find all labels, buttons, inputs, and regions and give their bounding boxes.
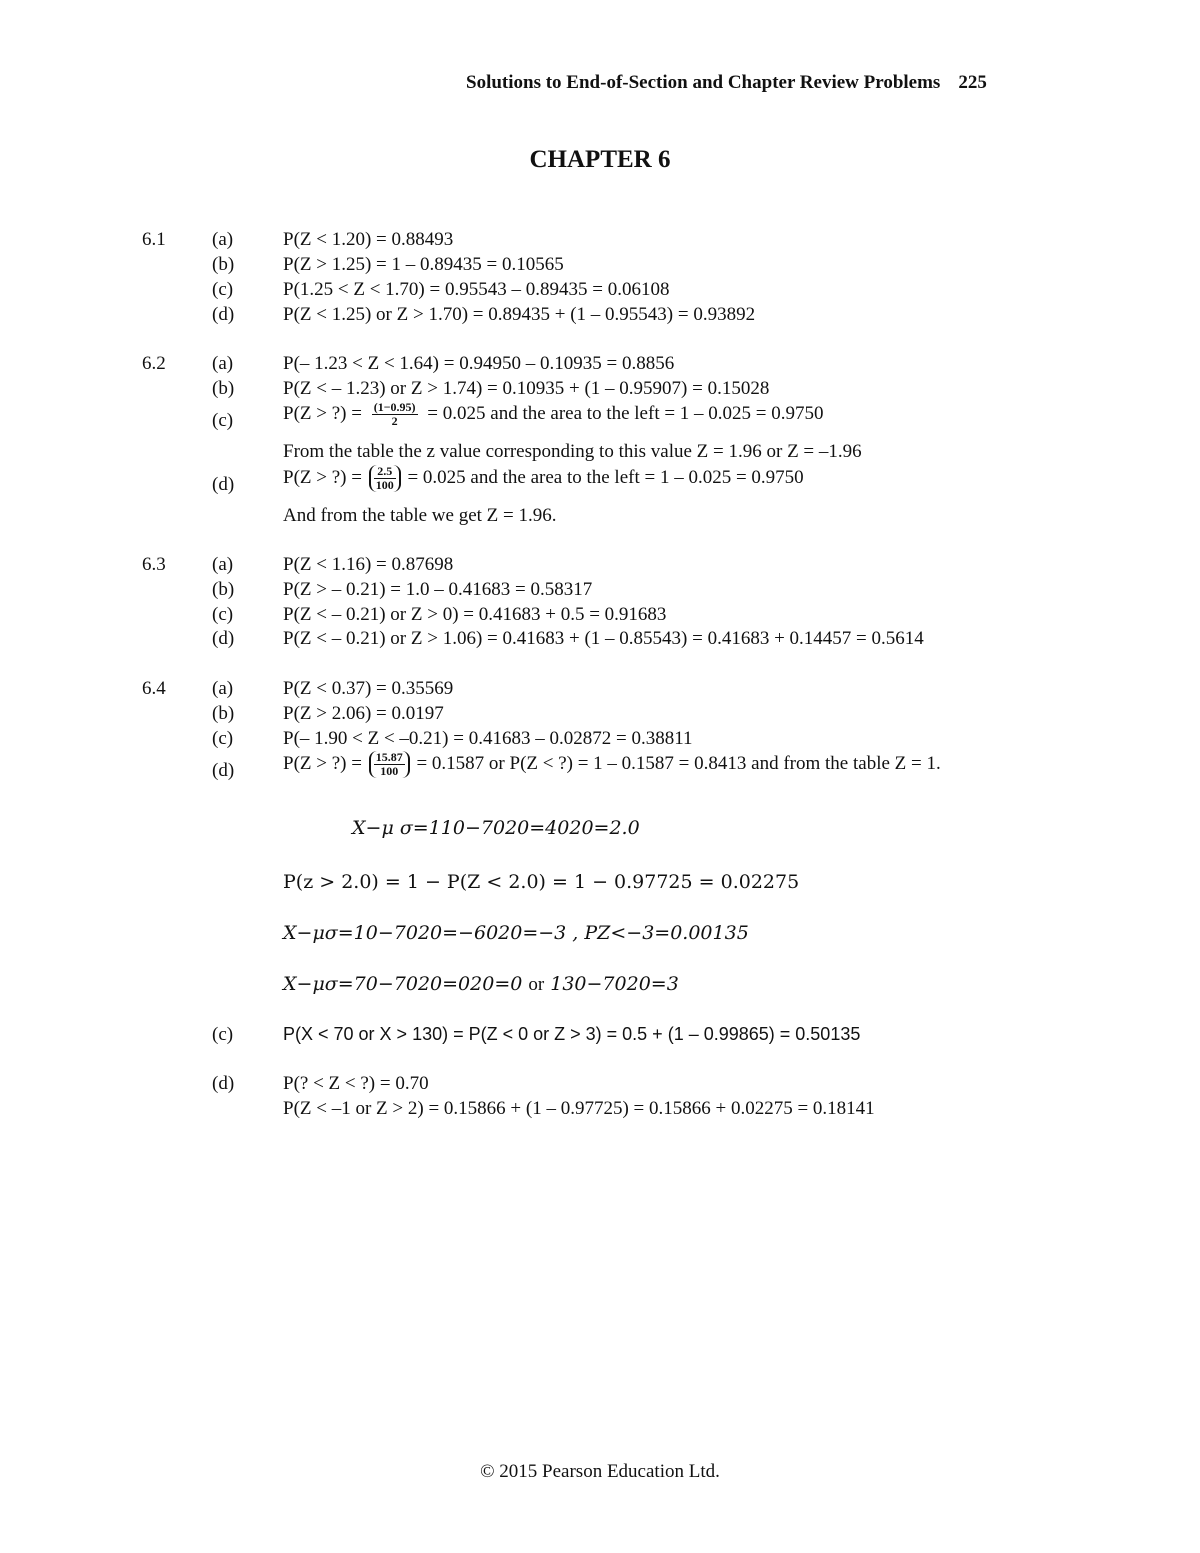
part-label: (a) [212, 229, 234, 250]
text-line: From the table the z value corresponding to this value Z = 1.96 or Z = –1.96 [283, 441, 862, 462]
math-line: P(z > 2.0) = 1 − P(Z < 2.0) = 1 − 0.97725 = 0.02275 [283, 871, 800, 893]
part-label: (b) [212, 579, 235, 600]
part-label: (c) [212, 728, 234, 749]
equation-line: P(Z > – 0.21) = 1.0 – 0.41683 = 0.58317 [283, 579, 593, 600]
part-label: (a) [212, 678, 234, 699]
part-label: (d) [212, 760, 235, 781]
equation-line: P(Z < –1 or Z > 2) = 0.15866 + (1 – 0.97725) = 0.15866 + 0.02275 = 0.18141 [283, 1098, 875, 1119]
fraction [369, 465, 401, 492]
part-label: (b) [212, 378, 235, 399]
part-label: (c) [212, 1024, 234, 1045]
part-label: (b) [212, 254, 235, 275]
copyright-footer: © 2015 Pearson Education Ltd. [480, 1461, 720, 1482]
part-label: (b) [212, 703, 235, 724]
equation-line: P(Z < – 0.21) or Z > 1.06) = 0.41683 + (1 – 0.85543) = 0.41683 + 0.14457 = 0.5614 [283, 628, 924, 649]
equation-prefix: P(Z > ?) = [283, 402, 362, 424]
equation-suffix: = 0.025 and the area to the left = 1 – 0.025 = 0.9750 [407, 466, 804, 488]
running-header-title: Solutions to End-of-Section and Chapter Review Problems [466, 72, 941, 93]
part-label: (a) [212, 554, 234, 575]
fraction-denominator: 2 [391, 414, 398, 428]
equation-prefix: P(Z > ?) = [283, 466, 362, 488]
equation-line: P(– 1.90 < Z < –0.21) = 0.41683 – 0.02872 = 0.38811 [283, 728, 693, 749]
math-segment: X−μσ=70−7020=020=0 [283, 973, 523, 995]
part-label: (c) [212, 279, 234, 300]
problem-number-6-2: 6.2 [142, 353, 166, 374]
part-label: (d) [212, 474, 235, 495]
equation-prefix: P(Z > ?) = [283, 752, 362, 774]
equation-line-with-fraction [283, 465, 804, 492]
fraction [369, 751, 410, 778]
part-label: (d) [212, 628, 235, 649]
fraction-numerator: 2.5 [374, 465, 396, 479]
equation-line: P(Z < 1.25) or Z > 1.70) = 0.89435 + (1 – 0.95543) = 0.93892 [283, 304, 756, 325]
part-label: (d) [212, 1073, 235, 1094]
part-label: (a) [212, 353, 234, 374]
fraction-denominator: 100 [380, 764, 399, 778]
math-line [283, 973, 679, 996]
math-segment: 130−7020=3 [550, 973, 679, 995]
part-label: (d) [212, 304, 235, 325]
math-line: X−μ σ=110−7020=4020=2.0 [352, 817, 640, 839]
problem-number-6-1: 6.1 [142, 229, 166, 250]
equation-line: P(Z < – 1.23) or Z > 1.74) = 0.10935 + (1 – 0.95907) = 0.15028 [283, 378, 770, 399]
part-label: (c) [212, 410, 234, 431]
fraction [369, 401, 421, 428]
equation-line: P(? < Z < ?) = 0.70 [283, 1073, 429, 1094]
equation-line-with-fraction [283, 751, 941, 778]
equation-line: P(Z < 0.37) = 0.35569 [283, 678, 454, 699]
equation-line: P(Z > 1.25) = 1 – 0.89435 = 0.10565 [283, 254, 564, 275]
equation-suffix: = 0.025 and the area to the left = 1 – 0.025 = 0.9750 [427, 402, 824, 424]
equation-line: P(Z < 1.20) = 0.88493 [283, 229, 454, 250]
equation-line: P(X < 70 or X > 130) = P(Z < 0 or Z > 3) = 0.5 + (1 – 0.99865) = 0.50135 [283, 1024, 861, 1044]
problem-number-6-3: 6.3 [142, 554, 166, 575]
part-label: (c) [212, 604, 234, 625]
page-number: 225 [958, 72, 987, 93]
equation-line: P(Z > 2.06) = 0.0197 [283, 703, 444, 724]
equation-suffix: = 0.1587 or P(Z < ?) = 1 – 0.1587 = 0.8413 and from the table Z = 1. [416, 752, 941, 774]
math-connector: or [528, 974, 545, 995]
equation-line-with-fraction [283, 401, 824, 428]
fraction-numerator: 15.87 [375, 750, 403, 764]
fraction-numerator: (1−0.95) [373, 400, 416, 414]
equation-line: P(1.25 < Z < 1.70) = 0.95543 – 0.89435 = 0.06108 [283, 279, 670, 300]
equation-line: P(Z < – 0.21) or Z > 0) = 0.41683 + 0.5 = 0.91683 [283, 604, 667, 625]
running-header [466, 72, 987, 94]
equation-line: P(Z < 1.16) = 0.87698 [283, 554, 454, 575]
problem-number-6-4: 6.4 [142, 678, 166, 699]
text-line: And from the table we get Z = 1.96. [283, 505, 557, 526]
equation-line: P(– 1.23 < Z < 1.64) = 0.94950 – 0.10935 = 0.8856 [283, 353, 675, 374]
math-line: X−μσ=10−7020=−6020=−3 , PZ<−3=0.00135 [283, 922, 749, 944]
chapter-title: CHAPTER 6 [529, 146, 671, 173]
fraction-denominator: 100 [375, 478, 394, 492]
